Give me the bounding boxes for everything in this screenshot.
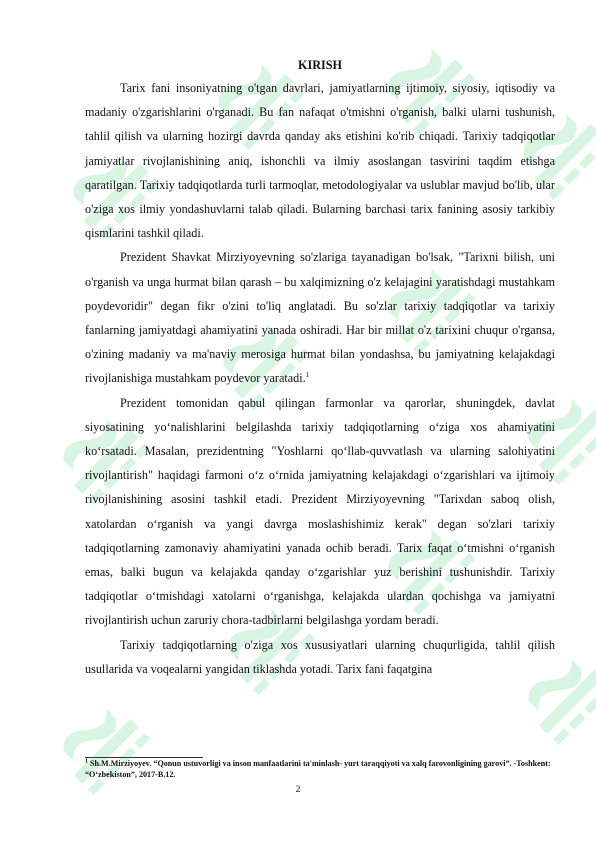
- paragraph-3: [85, 391, 555, 633]
- paragraph-2: [85, 245, 555, 390]
- paragraph-4: [85, 633, 555, 681]
- paragraph-3-text: Prezident tomonidan qabul qilingan farmonlar va qarorlar, shuningdek, davlat siyosatining yo‘nalishlarini belgilashda tarixiy tadqiqotlarning o‘ziga xos ahamiyatini ko‘rsatadi. Masalan, prezidentning "Yoshlarni qo‘llab-quvvatlash va ularning salohiyatini rivojlantirish" haqidagi farmoni o‘z o‘rnida jamiyatning kelajakdagi o‘zgarishlari va ijtimoiy rivojlanishining asosini tashkil etadi. Prezident Mirziyoyevning "Tarixdan saboq olish, xatolardan o‘rganish va yangi davrga moslashishimiz kerak" degan so'zlari tarixiy tadqiqotlarning zamonaviy ahamiyatini yanada ochib beradi. Tarix faqat o‘tmishni o‘rganish emas, balki bugun va kelajakda qanday o‘zgarishlar yuz berishini tushunishdir. Tarixiy tadqiqotlar o‘tmishdagi xatolarni o‘rganishga, kelajakda ulardan qochishga va jamiyatni rivojlantirish uchun zaruriy chora-tadbirlarni belgilashga yordam beradi.: [85, 395, 555, 628]
- footnote-text: Sh.M.Mirziyoyev. “Qonun ustuvorligi va inson manfaatlarini ta'minlash- yurt taraqqiyoti va xalq farovonligining garovi”. -Toshkent: “O‘zbekiston”, 2017-B.12.: [85, 759, 551, 779]
- watermark-mark: [51, 696, 150, 795]
- paragraph-2-text: Prezident Shavkat Mirziyoyevning so'zlariga tayanadigan bo'lsak, "Tarixni bilish, uni o'rganish va unga hurmat bilan qarash – bu xalqimizning o'z kelajagini yaratishdagi mustahkam poydevoridir" degan fikr o'zini to'liq anglatadi. Bu so'zlar tarixiy tadqiqotlar va tarixiy fanlarning jamiyatdagi ahamiyatini yanada oshiradi. Har bir millat o'z tarixini chuqur o'rgansa, o'zining madaniy va ma'naviy merosiga hurmat bilan yondashsa, bu jamiyatning kelajakdagi rivojlanishiga mustahkam poydevor yaratadi.: [85, 250, 555, 386]
- footnote-number: 1: [85, 758, 88, 765]
- footnote-reference[interactable]: 1: [305, 371, 310, 380]
- footnote: [85, 759, 555, 780]
- paragraph-1: [85, 76, 555, 245]
- paragraph-4-text: Tarixiy tadqiqotlarning o'ziga xos xususiyatlari ularning chuqurligida, tahlil qilish usullarida va voqealarni yangidan tiklashda yotadi. Tarix fani faqatgina: [85, 637, 555, 676]
- page-body: [85, 58, 555, 681]
- paragraph-1-text: Tarix fani insoniyatning o'tgan davrlari, jamiyatlarning ijtimoiy, siyosiy, iqtisodiy va madaniy o'zgarishlarini o'rganadi. Bu fan nafaqat o'tmishni o'rganish, balki ularni tushunish, tahlil qilish va ularning hozirgi davrda qanday aks etishini ko'rib chiqadi. Tarixiy tadqiqotlar jamiyatlar rivojlanishining aniq, ishonchli va ilmiy asoslangan tasvirini taqdim etishga qaratilgan. Tarixiy tadqiqotlarda turli tarmoqlar, metodologiyalar va uslublar mavjud bo'lib, ular o'ziga xos ilmiy yondashuvlarni talab qiladi. Bularning barchasi tarix fanining asosiy tarkibiy qismlarini tashkil qiladi.: [85, 81, 555, 241]
- footnote-divider: [85, 757, 203, 758]
- page-number: 2: [295, 785, 301, 795]
- page-title: KIRISH: [297, 58, 343, 72]
